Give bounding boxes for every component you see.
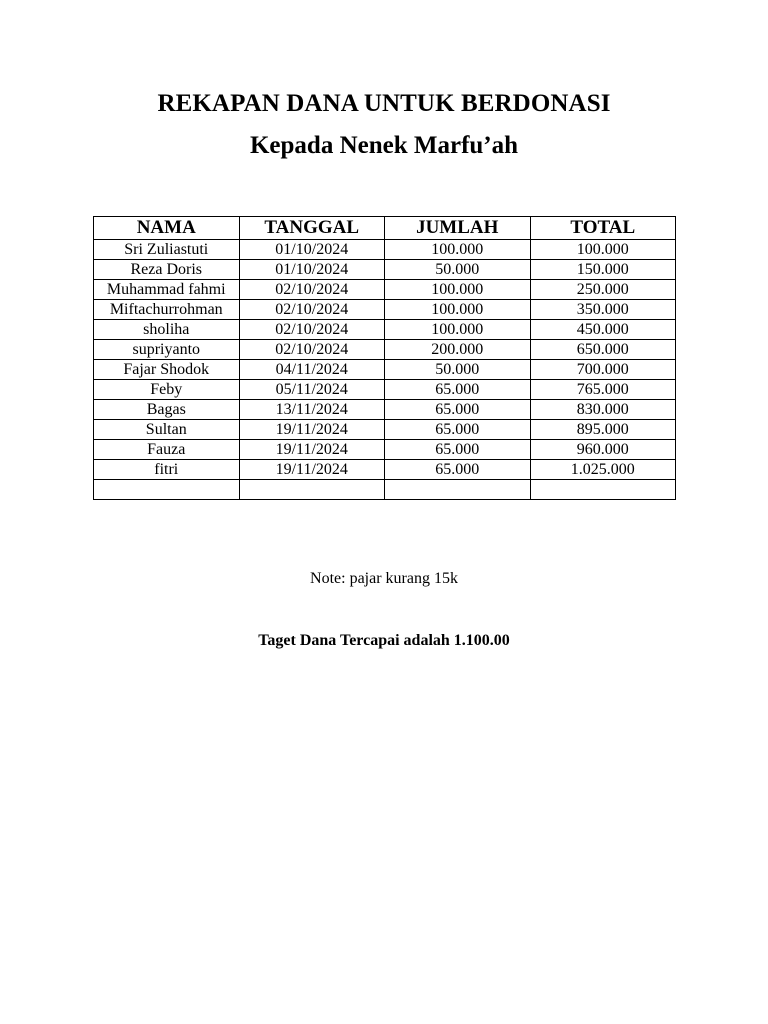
cell-tanggal: 02/10/2024 xyxy=(239,300,385,320)
table-header-row xyxy=(94,217,676,240)
cell-jumlah: 50.000 xyxy=(385,260,531,280)
table-row xyxy=(94,400,676,420)
target-statement: Taget Dana Tercapai adalah 1.100.00 xyxy=(258,632,510,649)
cell-nama: Feby xyxy=(94,380,240,400)
cell-nama: Reza Doris xyxy=(94,260,240,280)
cell-total: 895.000 xyxy=(530,420,676,440)
cell-tanggal: 13/11/2024 xyxy=(239,400,385,420)
cell-tanggal: 01/10/2024 xyxy=(239,260,385,280)
cell-empty xyxy=(239,480,385,500)
cell-total: 960.000 xyxy=(530,440,676,460)
table-row xyxy=(94,380,676,400)
cell-nama: Sri Zuliastuti xyxy=(94,240,240,260)
table-row xyxy=(94,420,676,440)
cell-empty xyxy=(385,480,531,500)
cell-tanggal: 02/10/2024 xyxy=(239,280,385,300)
cell-empty xyxy=(94,480,240,500)
table-row xyxy=(94,260,676,280)
cell-total: 100.000 xyxy=(530,240,676,260)
cell-jumlah: 200.000 xyxy=(385,340,531,360)
table-row xyxy=(94,240,676,260)
table-row xyxy=(94,460,676,480)
cell-nama: sholiha xyxy=(94,320,240,340)
table-row xyxy=(94,280,676,300)
cell-jumlah: 100.000 xyxy=(385,320,531,340)
document-note: Note: pajar kurang 15k xyxy=(310,570,458,587)
cell-jumlah: 65.000 xyxy=(385,460,531,480)
header-tanggal: TANGGAL xyxy=(239,217,385,240)
cell-nama: Miftachurrohman xyxy=(94,300,240,320)
cell-nama: Fajar Shodok xyxy=(94,360,240,380)
cell-tanggal: 02/10/2024 xyxy=(239,320,385,340)
cell-jumlah: 100.000 xyxy=(385,240,531,260)
cell-total: 350.000 xyxy=(530,300,676,320)
cell-nama: fitri xyxy=(94,460,240,480)
header-nama: NAMA xyxy=(94,217,240,240)
cell-tanggal: 01/10/2024 xyxy=(239,240,385,260)
cell-total: 765.000 xyxy=(530,380,676,400)
cell-tanggal: 05/11/2024 xyxy=(239,380,385,400)
cell-total: 150.000 xyxy=(530,260,676,280)
cell-nama: Sultan xyxy=(94,420,240,440)
cell-jumlah: 65.000 xyxy=(385,400,531,420)
cell-nama: Bagas xyxy=(94,400,240,420)
cell-total: 250.000 xyxy=(530,280,676,300)
cell-total: 650.000 xyxy=(530,340,676,360)
cell-total: 830.000 xyxy=(530,400,676,420)
cell-tanggal: 04/11/2024 xyxy=(239,360,385,380)
cell-jumlah: 65.000 xyxy=(385,380,531,400)
cell-jumlah: 65.000 xyxy=(385,420,531,440)
cell-jumlah: 65.000 xyxy=(385,440,531,460)
header-jumlah: JUMLAH xyxy=(385,217,531,240)
cell-tanggal: 19/11/2024 xyxy=(239,460,385,480)
cell-nama: Muhammad fahmi xyxy=(94,280,240,300)
cell-total: 450.000 xyxy=(530,320,676,340)
table-row xyxy=(94,320,676,340)
header-total: TOTAL xyxy=(530,217,676,240)
cell-jumlah: 50.000 xyxy=(385,360,531,380)
cell-nama: Fauza xyxy=(94,440,240,460)
document-title: REKAPAN DANA UNTUK BERDONASI xyxy=(157,90,611,117)
cell-tanggal: 02/10/2024 xyxy=(239,340,385,360)
donation-table xyxy=(93,216,676,500)
cell-nama: supriyanto xyxy=(94,340,240,360)
cell-total: 1.025.000 xyxy=(530,460,676,480)
document-subtitle: Kepada Nenek Marfu’ah xyxy=(249,132,519,159)
cell-tanggal: 19/11/2024 xyxy=(239,440,385,460)
table-row xyxy=(94,340,676,360)
cell-tanggal: 19/11/2024 xyxy=(239,420,385,440)
table-row xyxy=(94,300,676,320)
cell-jumlah: 100.000 xyxy=(385,280,531,300)
cell-total: 700.000 xyxy=(530,360,676,380)
cell-empty xyxy=(530,480,676,500)
table-row xyxy=(94,360,676,380)
table-row-empty xyxy=(94,480,676,500)
table-row xyxy=(94,440,676,460)
cell-jumlah: 100.000 xyxy=(385,300,531,320)
